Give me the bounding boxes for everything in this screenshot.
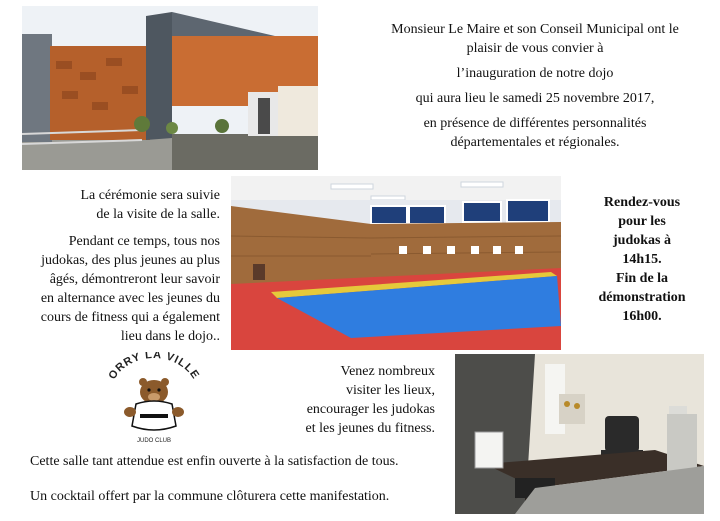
ceremony-line-2: de la visite de la salle. [96,207,220,222]
schedule-line-2: pour les [618,214,666,229]
invitation-text [355,20,715,152]
schedule-line-4: 14h15. [622,252,662,267]
svg-text:JUDO CLUB: JUDO CLUB [136,438,172,444]
schedule-text [578,193,706,326]
schedule-line-1: Rendez-vous [603,195,681,210]
demo-line-6: lieu dans le dojo.. [120,329,220,344]
schedule-line-5: Fin de la [615,271,669,286]
demo-line-4: en alternance avec les jeunes du [40,291,220,306]
intro-line-1: Monsieur Le Maire et son Conseil Municipal ont le [391,22,679,37]
schedule-line-7: 16h00. [622,309,662,324]
svg-text:ORRY LA VILLE: ORRY LA VILLE [106,352,202,382]
dojo-photo [231,176,561,350]
welcome-line-2: visiter les lieux, [345,383,435,398]
intro-line-6: départementales et régionales. [450,135,620,150]
ceremony-text [16,186,220,354]
demo-line-3: âgés, démontreront leur savoir [49,272,220,287]
demo-line-5: cours de fitness qui a également [40,310,220,325]
welcome-text [270,362,435,438]
schedule-line-6: démonstration [598,290,686,305]
schedule-line-3: judokas à [613,233,671,248]
judo-club-logo [100,352,208,444]
welcome-line-3: encourager les judokas [306,402,435,417]
office-photo [455,354,704,514]
intro-line-5: en présence de différentes personnalités [423,116,647,131]
cocktail-statement: Un cocktail offert par la commune clôturera cette manifestation. [30,489,390,504]
intro-line-4: qui aura lieu le samedi 25 novembre 2017, [415,91,655,106]
intro-line-2: plaisir de vous convier à [466,41,604,56]
intro-line-3: l’inauguration de notre dojo [456,66,614,81]
demo-line-1: Pendant ce temps, tous nos [68,234,220,249]
hall-statement: Cette salle tant attendue est enfin ouverte à la satisfaction de tous. [30,454,399,469]
welcome-line-4: et les jeunes du fitness. [305,421,435,436]
ceremony-line-1: La cérémonie sera suivie [80,188,220,203]
welcome-line-1: Venez nombreux [340,364,435,379]
demo-line-2: judokas, des plus jeunes au plus [41,253,220,268]
building-photo [22,6,318,170]
